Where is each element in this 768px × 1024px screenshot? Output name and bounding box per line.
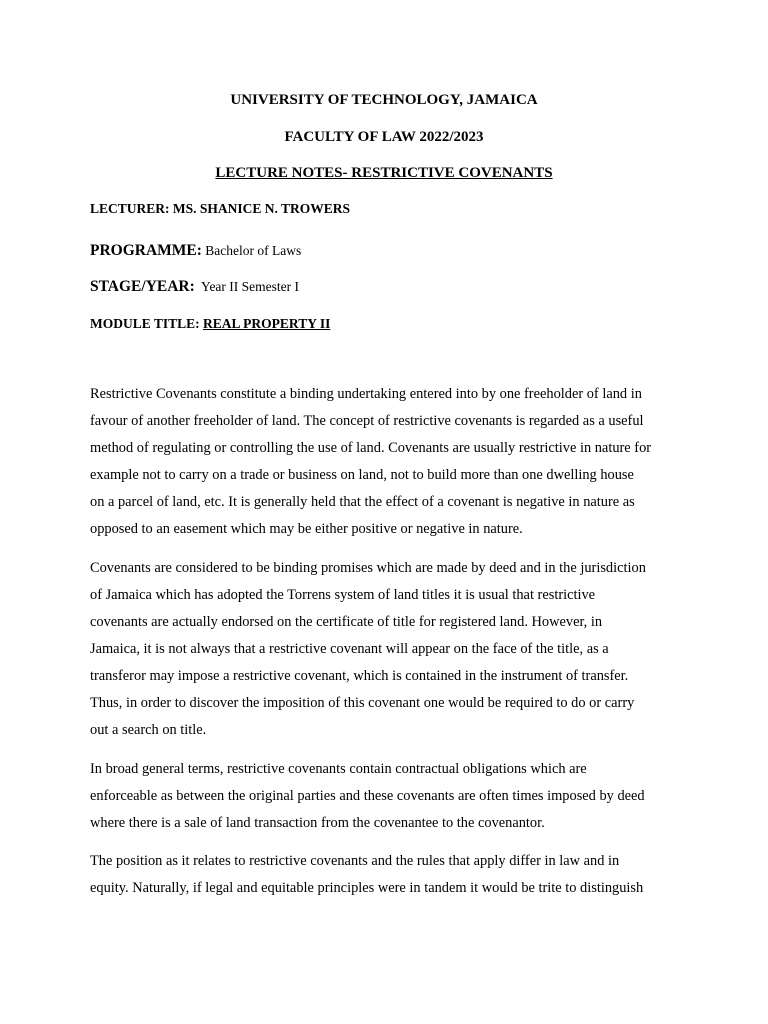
paragraph-line: Thus, in order to discover the imposition of this covenant one would be required to do or carry <box>90 695 635 711</box>
lecturer-line <box>90 200 350 218</box>
programme-label: PROGRAMME: <box>90 242 202 259</box>
paragraph-line: example not to carry on a trade or business on land, not to build more than one dwelling house <box>90 467 634 483</box>
paragraph <box>90 555 690 744</box>
paragraph-line: Covenants are considered to be binding promises which are made by deed and in the jurisdiction <box>90 560 646 576</box>
stage-value: Year II Semester I <box>201 279 300 294</box>
stage-label: STAGE/YEAR: <box>90 278 195 295</box>
paragraph-line: where there is a sale of land transaction from the covenantee to the covenantor. <box>90 815 545 831</box>
paragraph-line: of Jamaica which has adopted the Torrens system of land titles it is usual that restrictive <box>90 587 596 603</box>
paragraph-line: out a search on title. <box>90 722 207 738</box>
paragraph <box>90 756 690 837</box>
paragraph-line: method of regulating or controlling the use of land. Covenants are usually restrictive in nature for <box>90 440 652 456</box>
module-line <box>90 315 330 333</box>
programme-value: Bachelor of Laws <box>205 243 302 258</box>
paragraph-line: opposed to an easement which may be either positive or negative in nature. <box>90 521 523 537</box>
module-value: REAL PROPERTY II <box>203 316 331 331</box>
lecture-title: LECTURE NOTES- RESTRICTIVE COVENANTS <box>215 165 553 181</box>
module-label: MODULE TITLE: <box>90 316 200 331</box>
university-title: UNIVERSITY OF TECHNOLOGY, JAMAICA <box>230 92 538 108</box>
paragraph-line: covenants are actually endorsed on the certificate of title for registered land. However, in <box>90 614 603 630</box>
paragraph-line: transferor may impose a restrictive covenant, which is contained in the instrument of transfer. <box>90 668 629 684</box>
paragraph-line: Jamaica, it is not always that a restrictive covenant will appear on the face of the title, as a <box>90 641 609 657</box>
paragraph <box>90 848 690 902</box>
paragraph-line: on a parcel of land, etc. It is generally held that the effect of a covenant is negative in nature as <box>90 494 635 510</box>
faculty-title: FACULTY OF LAW 2022/2023 <box>284 129 484 145</box>
paragraph-line: enforceable as between the original parties and these covenants are often times imposed by deed <box>90 788 645 804</box>
paragraph-line: Restrictive Covenants constitute a binding undertaking entered into by one freeholder of land in <box>90 386 642 402</box>
paragraph-line: equity. Naturally, if legal and equitable principles were in tandem it would be trite to distinguish <box>90 880 644 896</box>
paragraph <box>90 381 690 543</box>
programme-line <box>90 242 301 260</box>
stage-line <box>90 278 299 296</box>
paragraph-line: In broad general terms, restrictive covenants contain contractual obligations which are <box>90 761 587 777</box>
paragraph-line: favour of another freeholder of land. The concept of restrictive covenants is regarded as a useful <box>90 413 644 429</box>
lecturer-text: LECTURER: MS. SHANICE N. TROWERS <box>90 201 351 216</box>
paragraph-line: The position as it relates to restrictive covenants and the rules that apply differ in law and in <box>90 853 620 869</box>
